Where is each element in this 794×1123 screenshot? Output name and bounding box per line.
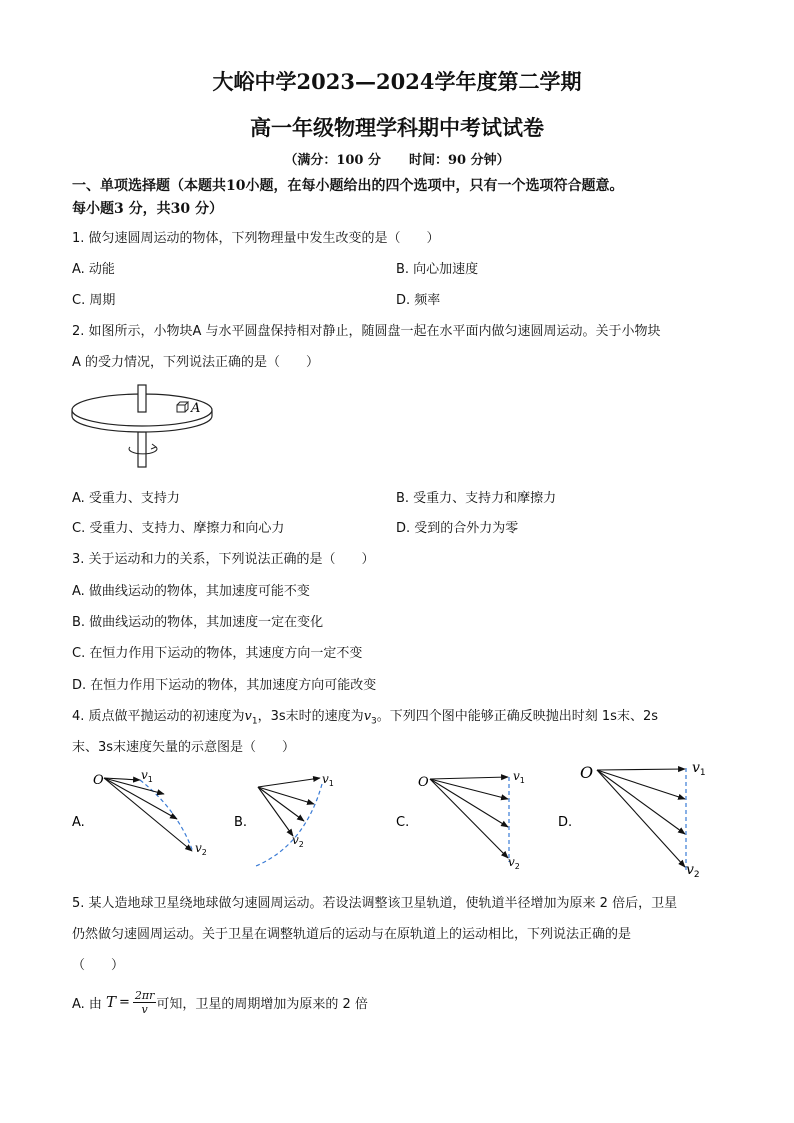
q4-stem-line1: 4. 质点做平抛运动的初速度为$v_1$，3s末时的速度为$v_3$。下列四个图中能够正确反映抛出时刻 1s末、2s (72, 709, 659, 727)
q5-option-a: A. 由 T = $\frac{2\pi r}{v}$ 可知，卫星的周期增加为原来的 2 倍 (72, 988, 368, 1016)
q2-stem-line1: 2. 如图所示，小物块A 与水平圆盘保持相对静止，随圆盘一起在水平面内做匀速圆周运动。关于小物块 (72, 324, 661, 339)
q2-stem-line2: A 的受力情况，下列说法正确的是（ ） (72, 355, 320, 370)
block-label: A (191, 401, 201, 416)
q2-option-d: D. 受到的合外力为零 (396, 521, 519, 536)
fig-b-option: B. (234, 815, 248, 830)
fig-a-label-top: $v_1$ (141, 768, 153, 784)
q3-option-c: C. 在恒力作用下运动的物体，其速度方向一定不变 (72, 646, 363, 661)
figure-b (234, 772, 334, 866)
section-heading-line2: 每小题3 分，共30 分） (72, 201, 223, 217)
fig-b-vector-1 (258, 778, 320, 787)
fig-d-label-top: $v_1$ (692, 760, 706, 778)
q1-option-d: D. 频率 (396, 293, 441, 308)
q1-option-a: A. 动能 (72, 262, 115, 277)
q2-option-c: C. 受重力、支持力、摩擦力和向心力 (72, 521, 285, 536)
fig-c-label-top: $v_1$ (513, 769, 525, 785)
fig-d-option: D. (558, 815, 573, 830)
q3-option-a: A. 做曲线运动的物体，其加速度可能不变 (72, 584, 310, 599)
fig-a-vector-3 (104, 778, 177, 819)
figure-c (396, 769, 525, 871)
fig-a-option: A. (72, 815, 85, 830)
fig-a-origin: O (93, 773, 104, 788)
fig-b-vector-4 (258, 787, 293, 836)
fig-b-label-top: $v_1$ (322, 772, 334, 788)
fig-a-vector-4 (104, 778, 192, 851)
fig-b-vector-3 (258, 787, 304, 821)
fig-b-vector-2 (258, 787, 314, 804)
fig-d-vector-1 (597, 769, 685, 770)
q2-option-b: B. 受重力、支持力和摩擦力 (396, 491, 557, 506)
q5-stem-line1: 5. 某人造地球卫星绕地球做匀速圆周运动。若设法调整该卫星轨道，使轨道半径增加为原来 2 倍后，卫星 (72, 896, 678, 911)
fig-c-vector-2 (430, 779, 508, 799)
exam-subtitle: 高一年级物理学科期中考试试卷 (250, 115, 544, 140)
full-score: （满分：100 分 (284, 153, 382, 168)
figure-a (72, 768, 207, 857)
fig-c-option: C. (396, 815, 410, 830)
fig-c-vector-1 (430, 777, 508, 779)
fig-d-vector-3 (597, 770, 685, 834)
section-heading-line1: 一、单项选择题（本题共10小题，在每小题给出的四个选项中，只有一个选项符合题意。 (72, 178, 624, 194)
fig-d-origin: O (580, 763, 594, 782)
exam-title: 大峪中学2023—2024学年度第二学期 (212, 69, 582, 94)
q3-option-d: D. 在恒力作用下运动的物体，其加速度方向可能改变 (72, 678, 377, 693)
fig-c-vector-4 (430, 779, 508, 858)
q5-stem-line3: （ ） (72, 958, 125, 973)
q2-option-a: A. 受重力、支持力 (72, 491, 180, 506)
q1-option-b: B. 向心加速度 (396, 262, 479, 277)
exam-time: 时间：90 分钟） (409, 153, 510, 168)
fig-b-label-bottom: $v_2$ (292, 833, 304, 849)
q1-option-c: C. 周期 (72, 293, 116, 308)
q3-option-b: B. 做曲线运动的物体，其加速度一定在变化 (72, 615, 324, 630)
q1-stem: 1. 做匀速圆周运动的物体，下列物理量中发生改变的是（ ） (72, 231, 440, 246)
fig-d-label-bottom: $v_2$ (686, 862, 700, 880)
q4-stem-line2: 末、3s末速度矢量的示意图是（ ） (72, 740, 296, 755)
figure-d (558, 760, 706, 880)
fig-a-trajectory (140, 780, 193, 852)
q5-stem-line2: 仍然做匀速圆周运动。关于卫星在调整轨道后的运动与在原轨道上的运动相比，下列说法正确的是 (72, 927, 632, 942)
fig-c-vector-3 (430, 779, 508, 827)
fig-c-origin: O (418, 775, 429, 790)
fig-c-label-bottom: $v_2$ (508, 855, 520, 871)
q3-stem: 3. 关于运动和力的关系，下列说法正确的是（ ） (72, 552, 375, 567)
fig-a-label-bottom: $v_2$ (195, 841, 207, 857)
fraction: $\frac{2\pi r}{v}$ (134, 988, 155, 1016)
